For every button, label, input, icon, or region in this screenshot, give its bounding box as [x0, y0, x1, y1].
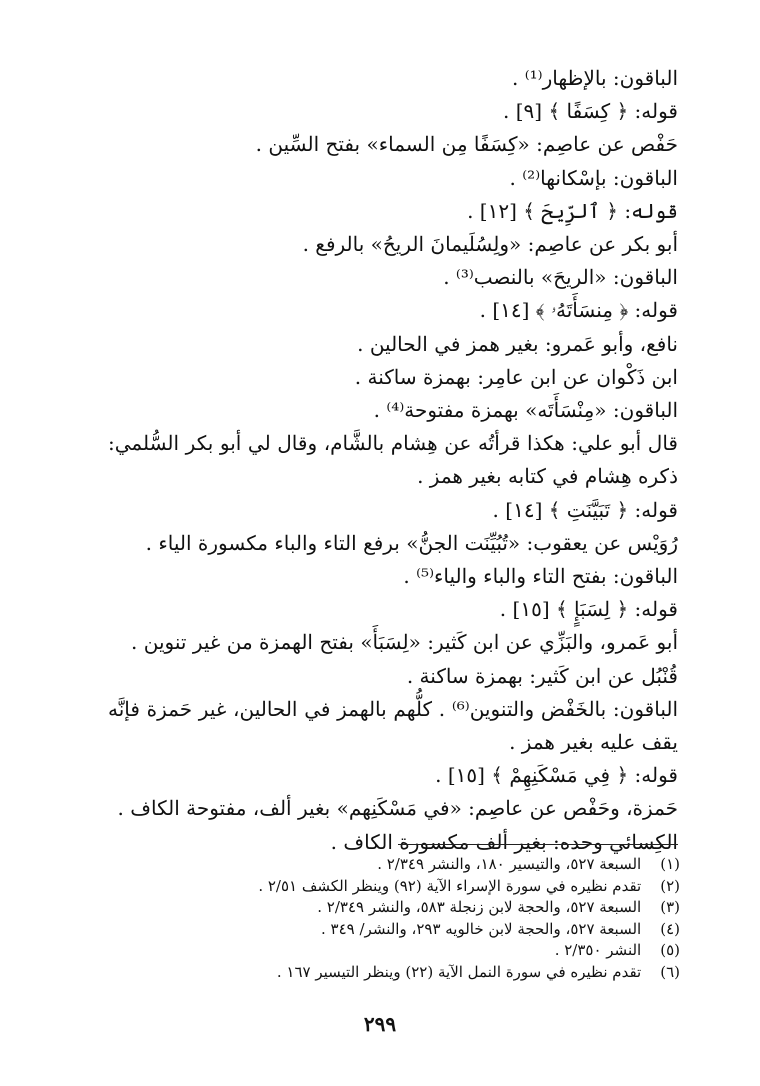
footnote [180, 962, 680, 984]
text-line: قُنْبُل عن ابن كَثير: بهمزة ساكنة . [406, 663, 678, 688]
footnote-number: (١) [660, 855, 680, 873]
text-line: رُوَيْس عن يعقوب: «تُبُيِّنَت الجنُّ» برفع التاء والباء مكسورة الياء . [145, 530, 678, 555]
text-line: أبو بكر عن عاصِم: «ولِسُلَيمانَ الريحُ» بالرفع . [302, 232, 678, 257]
footnote [180, 897, 680, 919]
footnote [180, 854, 680, 876]
text-line: حَفْص عن عاصِم: «كِسَفًا مِن السماء» بفتح السِّين . [255, 132, 678, 157]
footnotes [180, 854, 680, 983]
text-line: حَمزة، وحَفْص عن عاصِم: «في مَسْكَنِهم» بغير ألف، مفتوحة الكاف . [117, 796, 678, 821]
text-paragraph: قال أبو علي: هكذا قرأتُه عن هِشام بالشَّام، وقال لي أبو بكر السُّلمي: ذكره هِشام في كتابه بغير همز . [108, 431, 678, 489]
footnote-text: النشر ٢/٣٥٠ . [554, 941, 642, 959]
text-line: قوله: ﴿ كِسَفًا ﴾ [٩] . [503, 99, 678, 124]
footnote-text: السبعة ٥٢٧، والحجة لابن خالويه ٢٩٣، والنشر/ ٣٤٩ . [321, 919, 642, 938]
footnote-number: (٤) [660, 919, 680, 938]
text-line: ابن ذَكْوان عن ابن عامِر: بهمزة ساكنة . [354, 364, 678, 389]
main-text [108, 62, 678, 859]
footnote-number: (٢) [660, 876, 680, 895]
footnote [180, 940, 680, 962]
text-line: قوله: ﴿ تَبَيَّنَتِ ﴾ [١٤] . [492, 497, 678, 522]
text-line: قوله: ﴿ لِسَبَإٍ ﴾ [١٥] . [499, 597, 678, 622]
text-line: أبو عَمرو، والبَزِّي عن ابن كَثير: «لِسَبَأَ» بفتح الهمزة من غير تنوين . [131, 630, 678, 655]
footnote-text: تقدم نظيره في سورة النمل الآية (٢٢) وينظر التيسير ١٦٧ . [276, 962, 642, 981]
text-line: نافع، وأبو عَمرو: بغير همز في الحالين . [357, 331, 678, 356]
footnote-text: تقدم نظيره في سورة الإسراء الآية (٩٢) وينظر الكشف ٢/٥١ . [258, 876, 642, 895]
text-line: قوله: ﴿ فِي مَسْكَنِهِمْ ﴾ [١٥] . [435, 763, 678, 788]
footnote [180, 876, 680, 898]
footnote-number: (٦) [660, 962, 680, 981]
footnote [180, 919, 680, 941]
footnote-text: السبعة ٥٢٧، والحجة لابن زنجلة ٥٨٣، والنشر ٢/٣٤٩ . [317, 898, 642, 916]
text-line: الكِسائي وحده: بغير ألف مكسورة الكاف . [330, 829, 678, 854]
text-line: الباقون: «مِنْسَأَتَه» بهمزة مفتوحة⁽⁴⁾ . [373, 398, 678, 423]
footnote-separator [398, 844, 678, 845]
footnote-text: السبعة ٥٢٧، والتيسير ١٨٠، والنشر ٢/٣٤٩ . [377, 855, 642, 873]
text-line: الباقون: بفتح التاء والباء والياء⁽⁵⁾ . [403, 564, 678, 589]
page-number: ٢٩٩ [363, 1012, 397, 1036]
text-line: قوله: ﴿ مِنسَأَتَهُۥ ﴾ [١٤] . [479, 298, 678, 323]
text-line: الباقون: بإسْكانها⁽²⁾ . [509, 165, 678, 190]
text-line: قوله: ﴿ ٱلرِّيحَ ﴾ [١٢] . [467, 198, 678, 223]
footnote-number: (٣) [660, 898, 680, 916]
footnote-number: (٥) [660, 941, 680, 959]
text-paragraph: الباقون: بالخَفْض والتنوين⁽⁶⁾ . كلُّهم بالهمز في الحالين، غير حَمزة فإنَّه يقف عليه بغير همز . [108, 696, 679, 755]
text-line: الباقون: بالإظهار⁽¹⁾ . [512, 66, 678, 90]
text-line: الباقون: «الريحَ» بالنصب⁽³⁾ . [443, 265, 678, 290]
